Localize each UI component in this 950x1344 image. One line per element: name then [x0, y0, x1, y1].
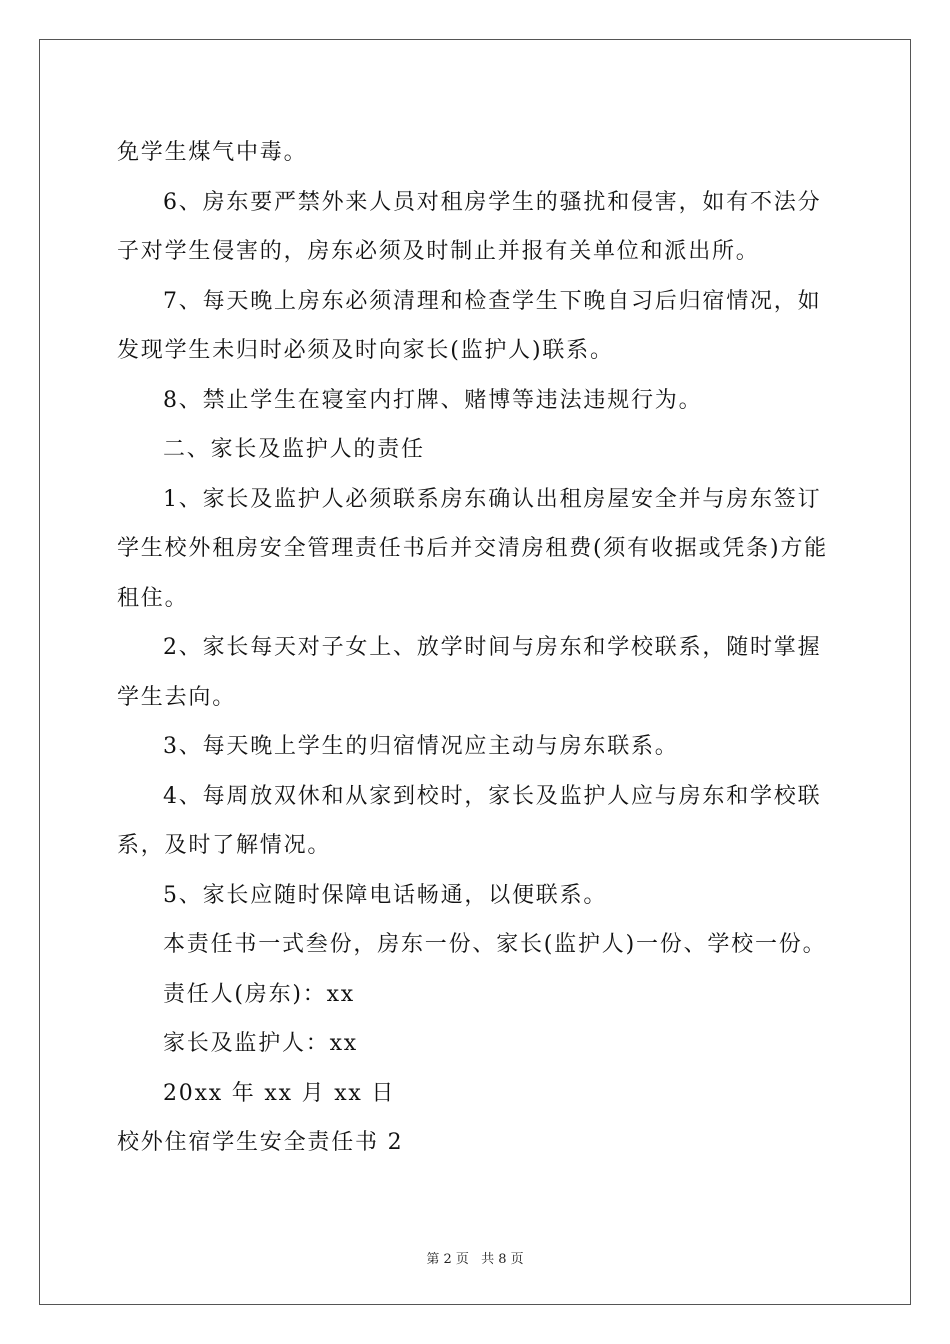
next-document-title: 校外住宿学生安全责任书 2 [117, 1130, 404, 1155]
body-line: 子对学生侵害的，房东必须及时制止并报有关单位和派出所。 [117, 239, 760, 264]
body-line: 学生校外租房安全管理责任书后并交清房租费(须有收据或凭条)方能 [117, 536, 828, 561]
body-line: 5、家长应随时保障电话畅通，以便联系。 [163, 882, 608, 908]
body-line: 学生去向。 [117, 684, 237, 710]
body-line: 6、房东要严禁外来人员对租房学生的骚扰和侵害，如有不法分 [163, 189, 822, 215]
body-line: 2、家长每天对子女上、放学时间与房东和学校联系，随时掌握 [163, 635, 822, 660]
body-line: 系，及时了解情况。 [117, 833, 332, 858]
page-number: 第 2 页 [426, 1252, 469, 1267]
body-line: 8、禁止学生在寝室内打牌、赌博等违法违规行为。 [163, 387, 703, 413]
body-line: 本责任书一式叁份，房东一份、家长(监护人)一份、学校一份。 [163, 932, 827, 957]
body-line: 免学生煤气中毒。 [117, 140, 308, 165]
signature-landlord: 责任人(房东)：xx [163, 981, 355, 1007]
body-line: 1、家长及监护人必须联系房东确认出租房屋安全并与房东签订 [163, 486, 822, 512]
body-line: 租住。 [117, 585, 189, 611]
section-heading: 二、家长及监护人的责任 [163, 437, 425, 462]
body-line: 发现学生未归时必须及时向家长(监护人)联系。 [117, 338, 614, 363]
page-total: 共 8 页 [481, 1252, 524, 1267]
signature-date: 20xx 年 xx 月 xx 日 [163, 1080, 396, 1106]
signature-guardian: 家长及监护人：xx [163, 1031, 359, 1056]
body-line: 7、每天晚上房东必须清理和检查学生下晚自习后归宿情况，如 [163, 288, 822, 314]
page-footer [0, 1248, 950, 1267]
body-line: 4、每周放双休和从家到校时，家长及监护人应与房东和学校联 [163, 783, 822, 809]
body-line: 3、每天晚上学生的归宿情况应主动与房东联系。 [163, 734, 679, 759]
document-body [117, 128, 837, 1168]
